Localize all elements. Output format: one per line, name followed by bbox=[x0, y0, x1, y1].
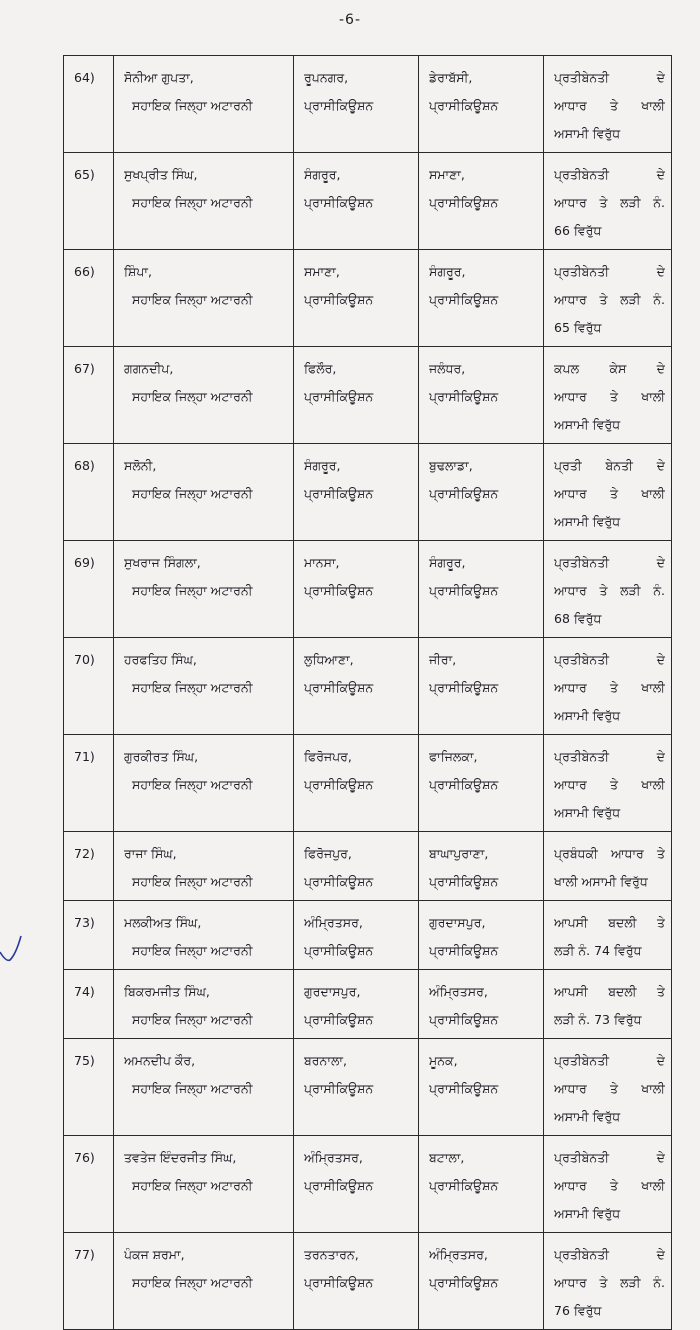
reason-line: ਅਸਾਮੀ ਵਿਰੁੱਧ bbox=[554, 417, 621, 432]
serial-number-cell bbox=[64, 541, 114, 638]
reason-cell bbox=[544, 347, 672, 444]
to-department: ਪ੍ਰਾਸੀਕਿਊਸ਼ਨ bbox=[429, 98, 499, 113]
officer-name: ਸੁਖਰਾਜ ਸਿੰਗਲਾ, bbox=[124, 555, 201, 570]
reason-line: ਆਧਾਰ ਤੇ ਖਾਲੀ bbox=[554, 1081, 665, 1096]
from-department: ਪ੍ਰਾਸੀਕਿਊਸ਼ਨ bbox=[304, 195, 374, 210]
serial-number: 75) bbox=[74, 1053, 95, 1068]
to-station-cell bbox=[419, 250, 544, 347]
from-department: ਪ੍ਰਾਸੀਕਿਊਸ਼ਨ bbox=[304, 874, 374, 889]
to-station-cell bbox=[419, 1233, 544, 1330]
from-department: ਪ੍ਰਾਸੀਕਿਊਸ਼ਨ bbox=[304, 292, 374, 307]
table-row bbox=[64, 1233, 672, 1330]
reason-line: ਪ੍ਰਤੀਬੇਨਤੀ ਦੇ bbox=[554, 1053, 665, 1068]
serial-number: 72) bbox=[74, 846, 95, 861]
reason-line: ਆਧਾਰ ਤੇ ਖਾਲੀ bbox=[554, 777, 665, 792]
serial-number: 73) bbox=[74, 915, 95, 930]
reason-line: ਅਸਾਮੀ ਵਿਰੁੱਧ bbox=[554, 805, 621, 820]
serial-number-cell bbox=[64, 250, 114, 347]
officer-designation: ਸਹਾਇਕ ਜਿਲ੍ਹਾ ਅਟਾਰਨੀ bbox=[132, 680, 253, 695]
reason-line: ਪ੍ਰਬੰਧਕੀ ਆਧਾਰ ਤੇ bbox=[554, 846, 665, 861]
reason-line: ਅਸਾਮੀ ਵਿਰੁੱਧ bbox=[554, 1109, 621, 1124]
reason-line: ਕਪਲ ਕੇਸ ਦੇ bbox=[554, 361, 665, 376]
serial-number: 74) bbox=[74, 984, 95, 999]
officer-cell bbox=[114, 1039, 294, 1136]
to-department: ਪ੍ਰਾਸੀਕਿਊਸ਼ਨ bbox=[429, 195, 499, 210]
reason-line: ਆਧਾਰ ਤੇ ਲੜੀ ਨੰ. bbox=[554, 292, 665, 307]
from-station: ਫਿਰੋਜਪਰ, bbox=[304, 749, 352, 764]
table-row bbox=[64, 901, 672, 970]
officer-name: ਪੰਕਜ ਸ਼ਰਮਾ, bbox=[124, 1247, 185, 1262]
to-station: ਅੰਮ੍ਰਿਤਸਰ, bbox=[429, 984, 488, 999]
from-department: ਪ੍ਰਾਸੀਕਿਊਸ਼ਨ bbox=[304, 389, 374, 404]
officer-designation: ਸਹਾਇਕ ਜਿਲ੍ਹਾ ਅਟਾਰਨੀ bbox=[132, 195, 253, 210]
reason-line: ਪ੍ਰਤੀਬੇਨਤੀ ਦੇ bbox=[554, 167, 665, 182]
from-station: ਸਮਾਣਾ, bbox=[304, 264, 340, 279]
from-department: ਪ੍ਰਾਸੀਕਿਊਸ਼ਨ bbox=[304, 1012, 374, 1027]
reason-cell bbox=[544, 735, 672, 832]
from-station-cell bbox=[294, 541, 419, 638]
reason-line: ਆਪਸੀ ਬਦਲੀ ਤੇ bbox=[554, 915, 665, 930]
from-station: ਅੰਮ੍ਰਿਤਸਰ, bbox=[304, 915, 363, 930]
serial-number: 64) bbox=[74, 70, 95, 85]
from-station-cell bbox=[294, 735, 419, 832]
table-row bbox=[64, 1136, 672, 1233]
reason-line: ਲੜੀ ਨੰ. 74 ਵਿਰੁੱਧ bbox=[554, 943, 642, 958]
table-row bbox=[64, 970, 672, 1039]
serial-number-cell bbox=[64, 56, 114, 153]
to-station: ਜਲੰਧਰ, bbox=[429, 361, 466, 376]
from-station-cell bbox=[294, 638, 419, 735]
serial-number: 77) bbox=[74, 1247, 95, 1262]
officer-designation: ਸਹਾਇਕ ਜਿਲ੍ਹਾ ਅਟਾਰਨੀ bbox=[132, 98, 253, 113]
reason-line: ਅਸਾਮੀ ਵਿਰੁੱਧ bbox=[554, 126, 621, 141]
reason-line: ਆਪਸੀ ਬਦਲੀ ਤੇ bbox=[554, 984, 665, 999]
serial-number-cell bbox=[64, 638, 114, 735]
page-number: -6- bbox=[338, 12, 361, 28]
serial-number: 69) bbox=[74, 555, 95, 570]
from-department: ਪ੍ਰਾਸੀਕਿਊਸ਼ਨ bbox=[304, 486, 374, 501]
to-station-cell bbox=[419, 970, 544, 1039]
to-station-cell bbox=[419, 901, 544, 970]
officer-designation: ਸਹਾਇਕ ਜਿਲ੍ਹਾ ਅਟਾਰਨੀ bbox=[132, 486, 253, 501]
to-station-cell bbox=[419, 153, 544, 250]
reason-cell bbox=[544, 1136, 672, 1233]
table-row bbox=[64, 638, 672, 735]
from-department: ਪ੍ਰਾਸੀਕਿਊਸ਼ਨ bbox=[304, 98, 374, 113]
officer-designation: ਸਹਾਇਕ ਜਿਲ੍ਹਾ ਅਟਾਰਨੀ bbox=[132, 777, 253, 792]
from-station: ਅੰਮ੍ਰਿਤਸਰ, bbox=[304, 1150, 363, 1165]
reason-cell bbox=[544, 250, 672, 347]
table-row bbox=[64, 541, 672, 638]
from-station: ਸੰਗਰੂਰ, bbox=[304, 167, 341, 182]
check-mark-icon bbox=[0, 932, 22, 972]
officer-designation: ਸਹਾਇਕ ਜਿਲ੍ਹਾ ਅਟਾਰਨੀ bbox=[132, 389, 253, 404]
officer-cell bbox=[114, 250, 294, 347]
to-department: ਪ੍ਰਾਸੀਕਿਊਸ਼ਨ bbox=[429, 777, 499, 792]
serial-number: 68) bbox=[74, 458, 95, 473]
serial-number: 65) bbox=[74, 167, 95, 182]
reason-line: ਪ੍ਰਤੀਬੇਨਤੀ ਦੇ bbox=[554, 264, 665, 279]
from-station: ਗੁਰਦਾਸਪੁਰ, bbox=[304, 984, 361, 999]
from-department: ਪ੍ਰਾਸੀਕਿਊਸ਼ਨ bbox=[304, 1178, 374, 1193]
transfer-table bbox=[63, 55, 672, 1330]
officer-name: ਸੋਨੀਆ ਗੁਪਤਾ, bbox=[124, 70, 194, 85]
from-station-cell bbox=[294, 1039, 419, 1136]
officer-cell bbox=[114, 56, 294, 153]
officer-cell bbox=[114, 1233, 294, 1330]
serial-number-cell bbox=[64, 1233, 114, 1330]
officer-designation: ਸਹਾਇਕ ਜਿਲ੍ਹਾ ਅਟਾਰਨੀ bbox=[132, 1178, 253, 1193]
reason-line: ਪ੍ਰਤੀਬੇਨਤੀ ਦੇ bbox=[554, 749, 665, 764]
serial-number: 76) bbox=[74, 1150, 95, 1165]
table-row bbox=[64, 347, 672, 444]
officer-cell bbox=[114, 735, 294, 832]
serial-number-cell bbox=[64, 832, 114, 901]
reason-cell bbox=[544, 901, 672, 970]
table-row bbox=[64, 832, 672, 901]
to-station-cell bbox=[419, 444, 544, 541]
to-station-cell bbox=[419, 1136, 544, 1233]
officer-cell bbox=[114, 1136, 294, 1233]
from-station: ਮਾਨਸਾ, bbox=[304, 555, 340, 570]
officer-name: ਬਿਕਰਮਜੀਤ ਸਿੰਘ, bbox=[124, 984, 210, 999]
officer-designation: ਸਹਾਇਕ ਜਿਲ੍ਹਾ ਅਟਾਰਨੀ bbox=[132, 943, 253, 958]
reason-line: ਲੜੀ ਨੰ. 73 ਵਿਰੁੱਧ bbox=[554, 1012, 642, 1027]
to-department: ਪ੍ਰਾਸੀਕਿਊਸ਼ਨ bbox=[429, 292, 499, 307]
serial-number: 66) bbox=[74, 264, 95, 279]
serial-number: 67) bbox=[74, 361, 95, 376]
from-station-cell bbox=[294, 347, 419, 444]
reason-line: ਪ੍ਰਤੀਬੇਨਤੀ ਦੇ bbox=[554, 1150, 665, 1165]
from-station: ਲੁਧਿਆਣਾ, bbox=[304, 652, 354, 667]
table-row bbox=[64, 56, 672, 153]
officer-name: ਸੁਖਪ੍ਰੀਤ ਸਿੰਘ, bbox=[124, 167, 198, 182]
from-station: ਰੂਪਨਗਰ, bbox=[304, 70, 349, 85]
officer-name: ਗੁਰਕੀਰਤ ਸਿੰਘ, bbox=[124, 749, 199, 764]
reason-line: ਅਸਾਮੀ ਵਿਰੁੱਧ bbox=[554, 708, 621, 723]
officer-cell bbox=[114, 444, 294, 541]
to-station-cell bbox=[419, 56, 544, 153]
from-station-cell bbox=[294, 250, 419, 347]
serial-number-cell bbox=[64, 444, 114, 541]
from-department: ਪ੍ਰਾਸੀਕਿਊਸ਼ਨ bbox=[304, 777, 374, 792]
reason-line: ਆਧਾਰ ਤੇ ਖਾਲੀ bbox=[554, 98, 665, 113]
from-station-cell bbox=[294, 901, 419, 970]
officer-name: ਸ਼ਿੰਪਾ, bbox=[124, 264, 152, 279]
reason-cell bbox=[544, 1233, 672, 1330]
serial-number-cell bbox=[64, 735, 114, 832]
officer-cell bbox=[114, 347, 294, 444]
to-department: ਪ੍ਰਾਸੀਕਿਊਸ਼ਨ bbox=[429, 1178, 499, 1193]
to-department: ਪ੍ਰਾਸੀਕਿਊਸ਼ਨ bbox=[429, 1275, 499, 1290]
officer-name: ਗਗਨਦੀਪ, bbox=[124, 361, 174, 376]
officer-name: ਰਾਜਾ ਸਿੰਘ, bbox=[124, 846, 177, 861]
from-station-cell bbox=[294, 832, 419, 901]
reason-line: ਆਧਾਰ ਤੇ ਲੜੀ ਨੰ. bbox=[554, 1275, 665, 1290]
serial-number-cell bbox=[64, 1039, 114, 1136]
serial-number-cell bbox=[64, 901, 114, 970]
from-station: ਫਿਲੌਰ, bbox=[304, 361, 337, 376]
officer-designation: ਸਹਾਇਕ ਜਿਲ੍ਹਾ ਅਟਾਰਨੀ bbox=[132, 1081, 253, 1096]
to-station: ਮੂਨਕ, bbox=[429, 1053, 458, 1068]
table-row bbox=[64, 735, 672, 832]
reason-cell bbox=[544, 541, 672, 638]
to-department: ਪ੍ਰਾਸੀਕਿਊਸ਼ਨ bbox=[429, 1081, 499, 1096]
serial-number-cell bbox=[64, 1136, 114, 1233]
reason-line: 68 ਵਿਰੁੱਧ bbox=[554, 611, 602, 626]
reason-line: 76 ਵਿਰੁੱਧ bbox=[554, 1303, 602, 1318]
transfer-table-body bbox=[64, 56, 672, 1330]
to-station: ਬੁਢਲਾਡਾ, bbox=[429, 458, 473, 473]
officer-name: ਮਲਕੀਅਤ ਸਿੰਘ, bbox=[124, 915, 202, 930]
reason-cell bbox=[544, 832, 672, 901]
to-station: ਸੰਗਰੂਰ, bbox=[429, 555, 466, 570]
reason-cell bbox=[544, 444, 672, 541]
officer-cell bbox=[114, 638, 294, 735]
to-station: ਅੰਮ੍ਰਿਤਸਰ, bbox=[429, 1247, 488, 1262]
reason-line: ਆਧਾਰ ਤੇ ਲੜੀ ਨੰ. bbox=[554, 583, 665, 598]
serial-number-cell bbox=[64, 970, 114, 1039]
from-station-cell bbox=[294, 444, 419, 541]
from-station-cell bbox=[294, 56, 419, 153]
from-department: ਪ੍ਰਾਸੀਕਿਊਸ਼ਨ bbox=[304, 943, 374, 958]
reason-line: ਆਧਾਰ ਤੇ ਖਾਲੀ bbox=[554, 389, 665, 404]
from-department: ਪ੍ਰਾਸੀਕਿਊਸ਼ਨ bbox=[304, 680, 374, 695]
to-station: ਬਟਾਲਾ, bbox=[429, 1150, 465, 1165]
to-station-cell bbox=[419, 735, 544, 832]
to-station-cell bbox=[419, 638, 544, 735]
officer-designation: ਸਹਾਇਕ ਜਿਲ੍ਹਾ ਅਟਾਰਨੀ bbox=[132, 1275, 253, 1290]
table-row bbox=[64, 1039, 672, 1136]
to-station-cell bbox=[419, 832, 544, 901]
serial-number-cell bbox=[64, 347, 114, 444]
reason-cell bbox=[544, 153, 672, 250]
serial-number-cell bbox=[64, 153, 114, 250]
to-station: ਸੰਗਰੂਰ, bbox=[429, 264, 466, 279]
reason-line: ਅਸਾਮੀ ਵਿਰੁੱਧ bbox=[554, 1206, 621, 1221]
table-row bbox=[64, 250, 672, 347]
to-station-cell bbox=[419, 1039, 544, 1136]
from-station-cell bbox=[294, 1136, 419, 1233]
to-station: ਸਮਾਣਾ, bbox=[429, 167, 465, 182]
reason-line: ਪ੍ਰਤੀਬੇਨਤੀ ਦੇ bbox=[554, 1247, 665, 1262]
to-station: ਜੀਰਾ, bbox=[429, 652, 457, 667]
officer-name: ਅਮਨਦੀਪ ਕੌਰ, bbox=[124, 1053, 196, 1068]
from-department: ਪ੍ਰਾਸੀਕਿਊਸ਼ਨ bbox=[304, 1081, 374, 1096]
officer-name: ਸਲੋਨੀ, bbox=[124, 458, 157, 473]
officer-cell bbox=[114, 541, 294, 638]
reason-cell bbox=[544, 638, 672, 735]
officer-name: ਹਰਫਤਿਹ ਸਿੰਘ, bbox=[124, 652, 197, 667]
from-station: ਸੰਗਰੂਰ, bbox=[304, 458, 341, 473]
serial-number: 71) bbox=[74, 749, 95, 764]
officer-designation: ਸਹਾਇਕ ਜਿਲ੍ਹਾ ਅਟਾਰਨੀ bbox=[132, 1012, 253, 1027]
reason-line: ਆਧਾਰ ਤੇ ਖਾਲੀ bbox=[554, 486, 665, 501]
table-row bbox=[64, 153, 672, 250]
reason-cell bbox=[544, 56, 672, 153]
officer-cell bbox=[114, 153, 294, 250]
from-station: ਬਰਨਾਲਾ, bbox=[304, 1053, 347, 1068]
reason-line: ਪ੍ਰਤੀਬੇਨਤੀ ਦੇ bbox=[554, 70, 665, 85]
to-department: ਪ੍ਰਾਸੀਕਿਊਸ਼ਨ bbox=[429, 680, 499, 695]
to-department: ਪ੍ਰਾਸੀਕਿਊਸ਼ਨ bbox=[429, 486, 499, 501]
officer-cell bbox=[114, 901, 294, 970]
to-station: ਬਾਘਾਪੁਰਾਣਾ, bbox=[429, 846, 489, 861]
reason-line: ਪ੍ਰਤੀਬੇਨਤੀ ਦੇ bbox=[554, 555, 665, 570]
to-station: ਫਾਜਿਲਕਾ, bbox=[429, 749, 478, 764]
reason-cell bbox=[544, 970, 672, 1039]
from-department: ਪ੍ਰਾਸੀਕਿਊਸ਼ਨ bbox=[304, 1275, 374, 1290]
reason-line: ਪ੍ਰਤੀਬੇਨਤੀ ਦੇ bbox=[554, 652, 665, 667]
to-department: ਪ੍ਰਾਸੀਕਿਊਸ਼ਨ bbox=[429, 943, 499, 958]
reason-line: 66 ਵਿਰੁੱਧ bbox=[554, 223, 602, 238]
to-department: ਪ੍ਰਾਸੀਕਿਊਸ਼ਨ bbox=[429, 1012, 499, 1027]
serial-number: 70) bbox=[74, 652, 95, 667]
from-station-cell bbox=[294, 1233, 419, 1330]
to-station-cell bbox=[419, 541, 544, 638]
officer-cell bbox=[114, 970, 294, 1039]
to-station: ਡੇਰਾਬੱਸੀ, bbox=[429, 70, 473, 85]
from-station-cell bbox=[294, 153, 419, 250]
to-department: ਪ੍ਰਾਸੀਕਿਊਸ਼ਨ bbox=[429, 874, 499, 889]
reason-cell bbox=[544, 1039, 672, 1136]
officer-cell bbox=[114, 832, 294, 901]
reason-line: ਆਧਾਰ ਤੇ ਲੜੀ ਨੰ. bbox=[554, 195, 665, 210]
to-department: ਪ੍ਰਾਸੀਕਿਊਸ਼ਨ bbox=[429, 389, 499, 404]
reason-line: ਆਧਾਰ ਤੇ ਖਾਲੀ bbox=[554, 1178, 665, 1193]
officer-name: ਤਵਤੇਜ ਇੰਦਰਜੀਤ ਸਿੰਘ, bbox=[124, 1150, 237, 1165]
from-station: ਤਰਨਤਾਰਨ, bbox=[304, 1247, 359, 1262]
reason-line: ਅਸਾਮੀ ਵਿਰੁੱਧ bbox=[554, 514, 621, 529]
from-station: ਫਿਰੋਜਪੁਰ, bbox=[304, 846, 352, 861]
to-department: ਪ੍ਰਾਸੀਕਿਊਸ਼ਨ bbox=[429, 583, 499, 598]
reason-line: ਖਾਲੀ ਅਸਾਮੀ ਵਿਰੁੱਧ bbox=[554, 874, 648, 889]
reason-line: ਆਧਾਰ ਤੇ ਖਾਲੀ bbox=[554, 680, 665, 695]
to-station: ਗੁਰਦਾਸਪੁਰ, bbox=[429, 915, 486, 930]
from-station-cell bbox=[294, 970, 419, 1039]
to-station-cell bbox=[419, 347, 544, 444]
from-department: ਪ੍ਰਾਸੀਕਿਊਸ਼ਨ bbox=[304, 583, 374, 598]
reason-line: ਪ੍ਰਤੀ ਬੇਨਤੀ ਦੇ bbox=[554, 458, 665, 473]
table-row bbox=[64, 444, 672, 541]
officer-designation: ਸਹਾਇਕ ਜਿਲ੍ਹਾ ਅਟਾਰਨੀ bbox=[132, 874, 253, 889]
reason-line: 65 ਵਿਰੁੱਧ bbox=[554, 320, 602, 335]
officer-designation: ਸਹਾਇਕ ਜਿਲ੍ਹਾ ਅਟਾਰਨੀ bbox=[132, 583, 253, 598]
officer-designation: ਸਹਾਇਕ ਜਿਲ੍ਹਾ ਅਟਾਰਨੀ bbox=[132, 292, 253, 307]
